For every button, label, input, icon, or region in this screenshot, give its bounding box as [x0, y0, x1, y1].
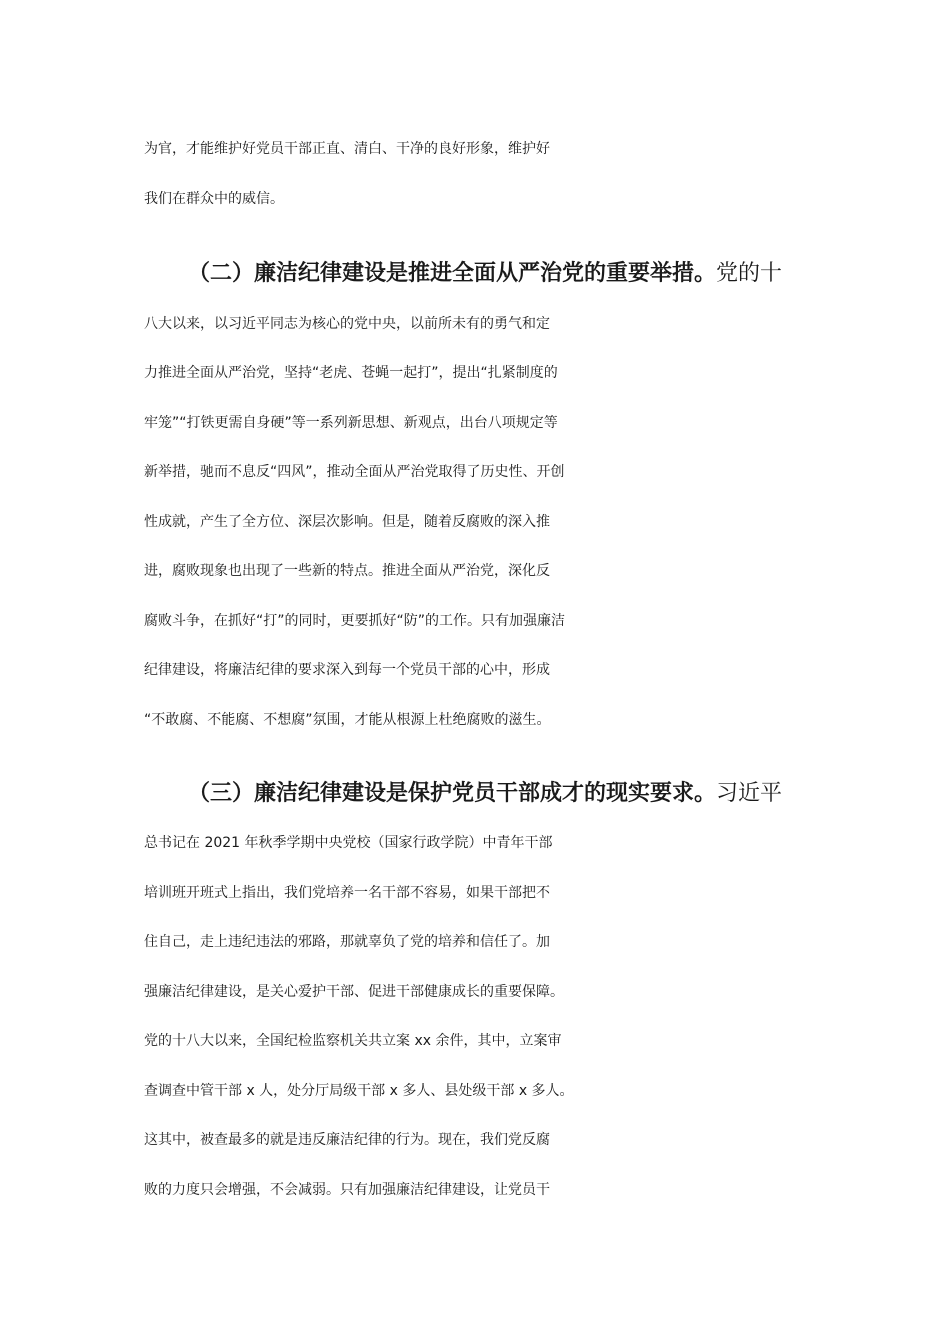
para3-line: 住自己，走上违纪违法的邪路，那就辜负了党的培养和信任了。加 — [144, 934, 550, 950]
para2-line: 力推进全面从严治党，坚持“老虎、苍蝇一起打”，提出“扎紧制度的 — [144, 365, 558, 381]
para3-line: 强廉洁纪律建设，是关心爱护干部、促进干部健康成长的重要保障。 — [144, 984, 564, 1000]
para3-heading: （三）廉洁纪律建设是保护党员干部成才的现实要求。 — [188, 781, 717, 806]
para2-first-line — [188, 259, 824, 289]
para3-line: 培训班开班式上指出，我们党培养一名干部不容易，如果干部把不 — [144, 885, 550, 901]
para2-line: “不敢腐、不能腐、不想腐”氛围，才能从根源上杜绝腐败的滋生。 — [144, 712, 551, 728]
para2-line: 纪律建设，将廉洁纪律的要求深入到每一个党员干部的心中，形成 — [144, 662, 550, 678]
para3-first-line-rest: 习近平 — [716, 781, 783, 806]
para3-line: 这其中，被查最多的就是违反廉洁纪律的行为。现在，我们党反腐 — [144, 1132, 550, 1148]
para2-line: 腐败斗争，在抓好“打”的同时，更要抓好“防”的工作。只有加强廉洁 — [144, 613, 566, 629]
para2-first-line-rest: 党的十 — [716, 261, 783, 286]
para1-line: 为官，才能维护好党员干部正直、清白、干净的良好形象，维护好 — [144, 141, 550, 157]
para3-line: 总书记在 2021 年秋季学期中央党校（国家行政学院）中青年干部 — [144, 835, 553, 851]
para2-line: 进，腐败现象也出现了一些新的特点。推进全面从严治党，深化反 — [144, 563, 550, 579]
para1-line: 我们在群众中的威信。 — [144, 191, 284, 207]
para2-heading: （二）廉洁纪律建设是推进全面从严治党的重要举措。 — [188, 261, 717, 286]
para2-line: 牢笼”“打铁更需自身硬”等一系列新思想、新观点，出台八项规定等 — [144, 415, 558, 431]
para2-line: 性成就，产生了全方位、深层次影响。但是，随着反腐败的深入推 — [144, 514, 550, 530]
para3-line: 败的力度只会增强，不会减弱。只有加强廉洁纪律建设，让党员干 — [144, 1182, 550, 1198]
para3-first-line — [188, 779, 824, 809]
para3-line: 党的十八大以来，全国纪检监察机关共立案 xx 余件，其中，立案审 — [144, 1033, 562, 1049]
para2-line: 新举措，驰而不息反“四风”，推动全面从严治党取得了历史性、开创 — [144, 464, 565, 480]
para3-line: 查调查中管干部 x 人，处分厅局级干部 x 多人、县处级干部 x 多人。 — [144, 1083, 574, 1099]
para2-line: 八大以来，以习近平同志为核心的党中央，以前所未有的勇气和定 — [144, 316, 550, 332]
